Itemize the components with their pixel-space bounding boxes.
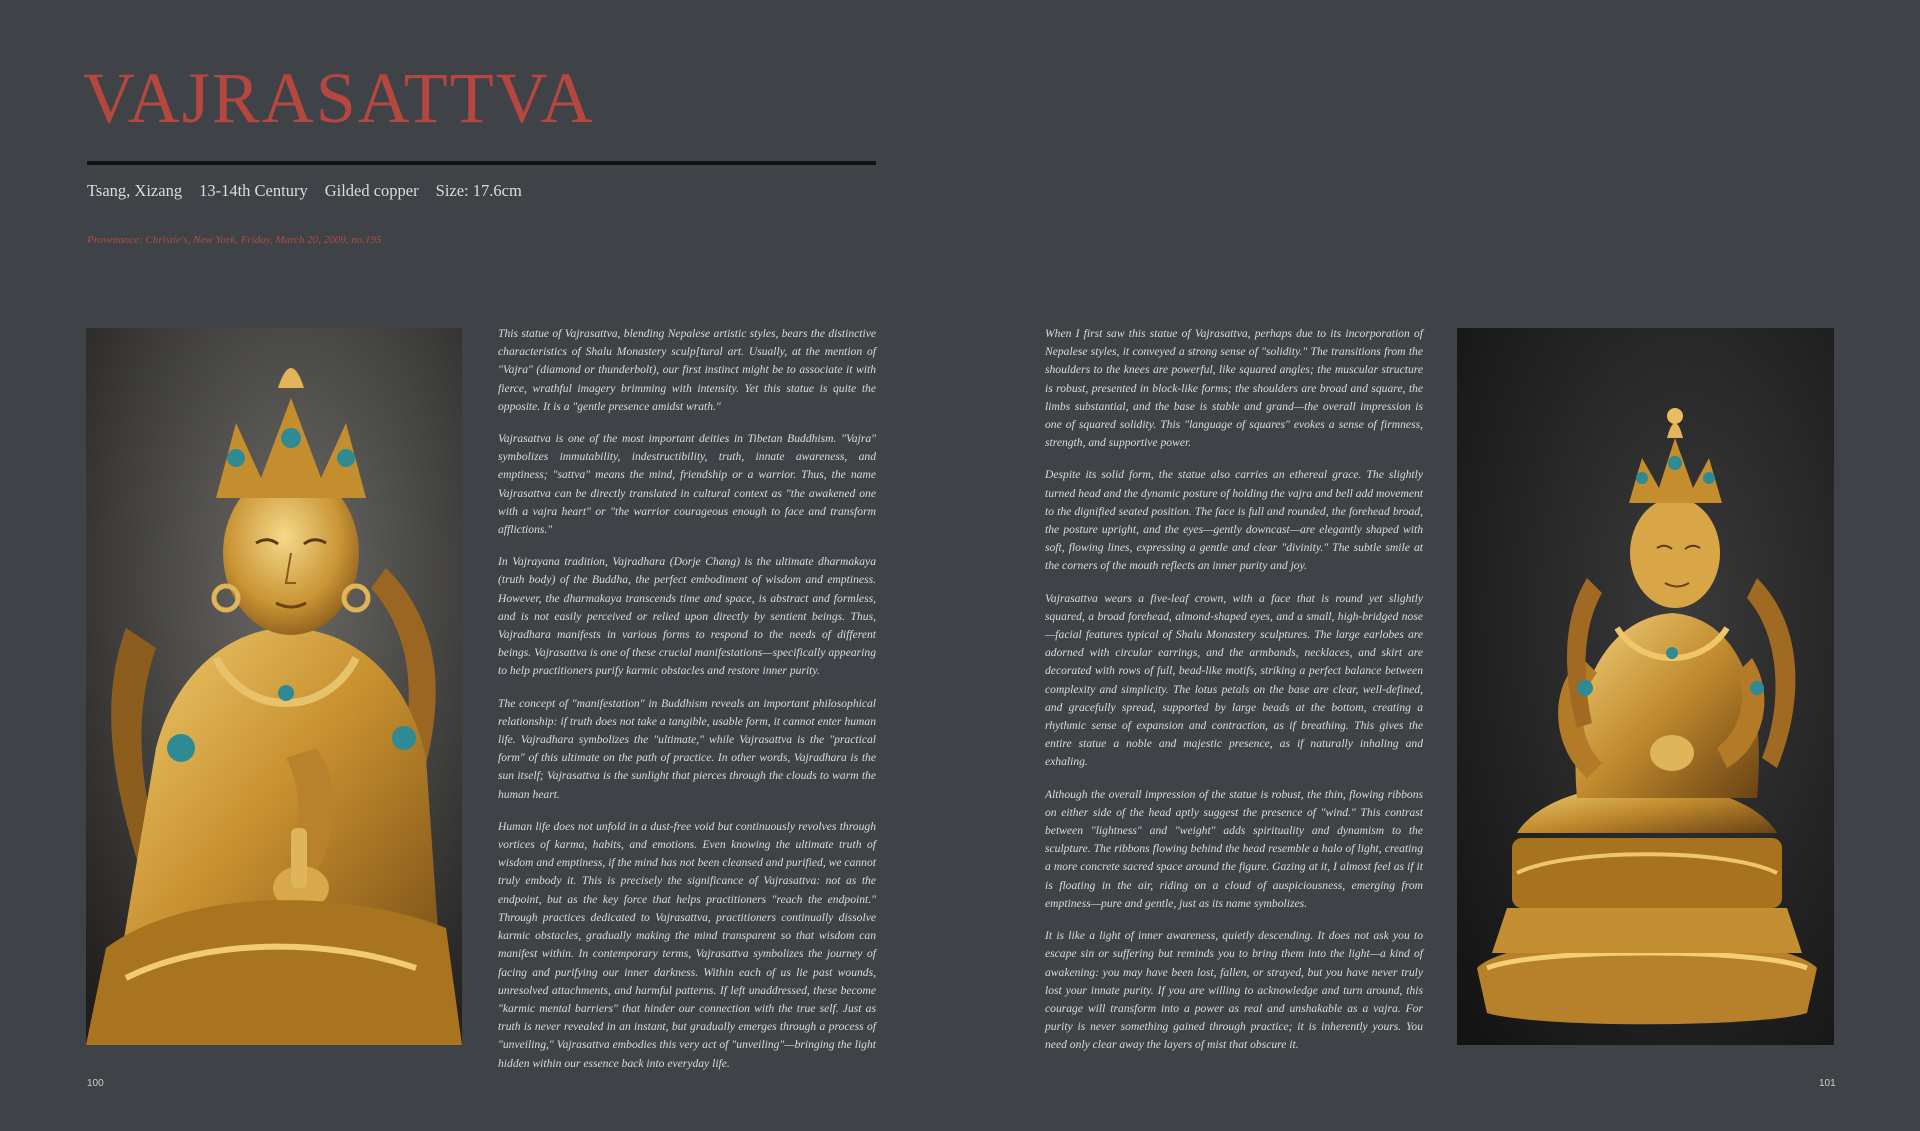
title-rule (87, 161, 876, 165)
paragraph: Vajrasattva wears a five-leaf crown, with a face that is round yet slightly squared, a broad forehead, almond-shaped eyes, and a small, high-bridged nose—facial features typical of Shalu Monastery sculptures. The large earlobes are adorned with circular earrings, and the armbands, necklaces, and skirt are decorated with rows of full, bead-like motifs, striking a perfect balance between complexity and simplicity. The lotus petals on the base are clear, well-defined, and gracefully spread, supported by large beads at the bottom, creating a rhythmic sense of expansion and contraction, as if breathing. This gives the entire statue a noble and majestic presence, as if naturally inhaling and exhaling. (1045, 591, 1423, 769)
provenance-note: Provenance: Christie's, New York, Friday, March 20, 2009, no.195 (87, 234, 382, 246)
paragraph: It is like a light of inner awareness, quietly descending. It does not ask you to escape sin or suffering but reminds you to bring them into the light—a kind of awakening: you may have been lost, fallen, or strayed, but you have never truly lost your innate purity. If you are willing to acknowledge and turn around, this courage will transform into a power as real and unshakable as a vajra. For purity is never something gained through practice; it is inherently yours. You need only clear away the layers of mist that obscure it. (1045, 929, 1423, 1052)
period: 13-14th Century (199, 181, 308, 200)
artwork-details (87, 181, 522, 201)
article-column-right (1045, 325, 1423, 1069)
paragraph: Human life does not unfold in a dust-free void but continuously revolves through vortices of karma, habits, and emotions. Even knowing the ultimate truth of wisdom and emptiness, if the mind has not been cleansed and purified, we cannot truly embody it. This is precisely the significance of Vajrasattva: not as the endpoint, but as the key force that helps practitioners "reach the endpoint." Through practices dedicated to Vajrasattva, practitioners continually dissolve karmic obstacles, gradually making the mind transparent so that wisdom can manifest within. In contemporary terms, Vajrasattva symbolizes the journey of facing and purifying our inner darkness. Within each of us lie past wounds, unresolved attachments, and harmful patterns. If left unaddressed, these become "karmic mental barriers" that hinder our connection with the true self. Just as truth is never revealed in an instant, but gradually emerges through a process of "unveiling," Vajrasattva embodies this very act of "unveiling"—bringing the light hidden within our essence back into everyday life. (498, 819, 876, 1070)
statue-full-photo (1457, 328, 1834, 1045)
paragraph: Despite its solid form, the statue also carries an ethereal grace. The slightly turned head and the dynamic posture of holding the vajra and bell add movement to the dignified seated position. The face is full and rounded, the forehead broad, the posture upright, and the eyes—gently downcast—are elegantly shaped with soft, flowing lines, expressing a gentle and clear "divinity." The subtle smile at the corners of the mouth reflects an inner purity and joy. (1045, 468, 1423, 573)
origin-region: Tsang, Xizang (87, 181, 183, 200)
statue-closeup-photo (86, 328, 462, 1045)
paragraph: The concept of "manifestation" in Buddhism reveals an important philosophical relationship: if truth does not take a tangible, usable form, it cannot enter human life. Vajradhara symbolizes the "ultimate," while Vajrasattva is the "practical form" of this ultimate on the path of practice. In other words, Vajradhara is the sun itself; Vajrasattva is the sunlight that pierces through the clouds to warm the human heart. (498, 696, 876, 801)
page-number-left: 100 (87, 1078, 104, 1089)
size: Size: 17.6cm (435, 181, 522, 200)
page-title: VAJRASATTVA (83, 58, 595, 138)
paragraph: In Vajrayana tradition, Vajradhara (Dorje Chang) is the ultimate dharmakaya (truth body) of the Buddha, the perfect embodiment of wisdom and emptiness. However, the dharmakaya transcends time and space, is abstract and formless, and is not easily perceived or relied upon directly by sentient beings. Thus, Vajradhara manifests in various forms to respond to the needs of different beings. Vajrasattva is one of these crucial manifestations—specifically appearing to help practitioners purify karmic obstacles and restore inner purity. (498, 555, 876, 678)
statue-full-illustration (1457, 328, 1834, 1045)
material: Gilded copper (324, 181, 419, 200)
paragraph: Although the overall impression of the statue is robust, the thin, flowing ribbons on either side of the head aptly suggest the presence of "wind." This contrast between "lightness" and "weight" adds spirituality and dynamism to the sculpture. The ribbons flowing behind the head resemble a halo of light, creating a more concrete sacred space around the figure. Gazing at it, I almost feel as if it is floating in the air, riding on a cloud of auspiciousness, emerging from emptiness—pure and gentle, just as its name symbolizes. (1045, 787, 1423, 910)
article-column-left (498, 325, 876, 1087)
statue-closeup-illustration (86, 328, 462, 1045)
page-number-right: 101 (1819, 1078, 1836, 1089)
paragraph: When I first saw this statue of Vajrasattva, perhaps due to its incorporation of Nepalese styles, it conveyed a strong sense of "solidity." The transitions from the shoulders to the knees are powerful, like squared angles; the muscular structure is robust, presented in block-like forms; the shoulders are broad and square, the limbs substantial, and the base is stable and grand—the overall impression is one of squared solidity. This "language of squares" evokes a sense of firmness, strength, and supportive power. (1045, 327, 1423, 450)
paragraph: This statue of Vajrasattva, blending Nepalese artistic styles, bears the distinctive characteristics of Shalu Monastery sculp[tural art. Usually, at the mention of "Vajra" (diamond or thunderbolt), our first instinct might be to associate it with fierce, wrathful imagery brimming with intensity. Yet this statue is quite the opposite. It is a "gentle presence amidst wrath." (498, 327, 876, 413)
paragraph: Vajrasattva is one of the most important deities in Tibetan Buddhism. "Vajra" symbolizes immutability, indestructibility, truth, innate awareness, and emptiness; "sattva" means the mind, friendship or a warrior. Thus, the name Vajrasattva can be directly translated in cultural context as "the awakened one with a vajra heart" or "the warrior courageous enough to face and transform afflictions." (498, 432, 876, 537)
